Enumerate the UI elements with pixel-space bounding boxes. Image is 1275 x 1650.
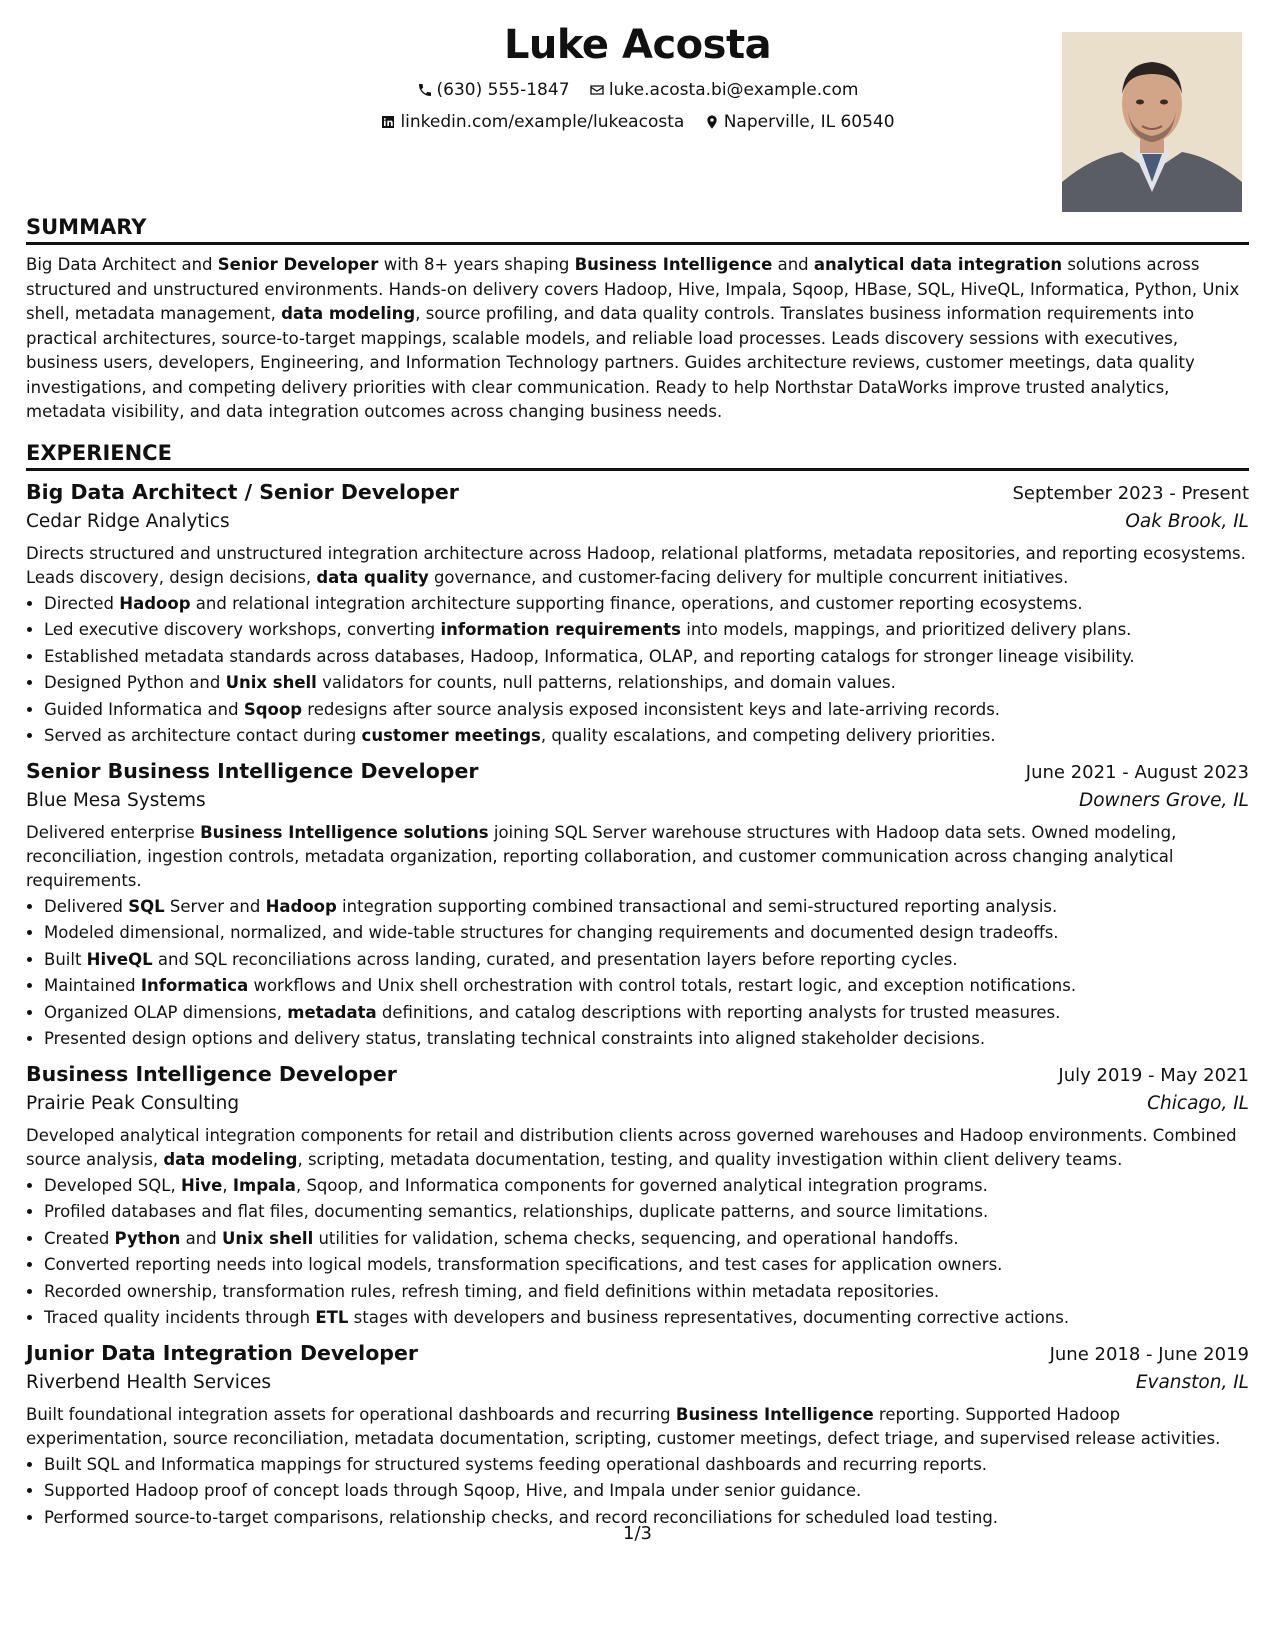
text-run: , scripting, metadata documentation, testing, and quality investigation within client delivery teams. xyxy=(297,1149,1123,1169)
job-header xyxy=(26,1062,1249,1086)
bold-text: Business Intelligence solutions xyxy=(200,822,489,842)
text-run: Built xyxy=(44,949,87,969)
bold-text: data modeling xyxy=(163,1149,298,1169)
text-run: Performed source-to-target comparisons, relationship checks, and record reconciliations for scheduled load testing. xyxy=(44,1507,999,1527)
text-run: into models, mappings, and prioritized delivery plans. xyxy=(680,620,1132,639)
text-run: and xyxy=(180,1228,222,1248)
job-dates: June 2018 - June 2019 xyxy=(1049,1343,1249,1365)
bold-text: data quality xyxy=(316,567,429,587)
bullet-item xyxy=(44,920,1249,947)
bold-text: customer meetings xyxy=(361,726,541,745)
experience-list xyxy=(26,480,1249,1532)
bold-text: Senior Developer xyxy=(217,255,379,274)
text-run: Directs structured and unstructured integration architecture across Hadoop, relational platforms, metadata repositories, and reporting ecosystems. Leads discovery, design decisions, xyxy=(26,543,1246,587)
bold-text: Informatica xyxy=(140,976,249,995)
text-run: and SQL reconciliations across landing, curated, and presentation layers before reporting cycles. xyxy=(152,949,958,969)
text-run: , source profiling, and data quality controls. Translates business information requirements into practical architectures, source-to-target mappings, scalable models, and reliable load processes. Leads discovery sessions with executives, business users, developers, Engineering, and Information Technology partners. Guides architecture reviews, customer meetings, data quality investigations, and competing delivery priorities with clear communication. Ready to help Northstar DataWorks improve trusted analytics, metadata visibility, and data integration outcomes across changing business needs. xyxy=(26,304,1195,421)
bullet-item xyxy=(44,1026,1249,1053)
text-run: utilities for validation, schema checks, sequencing, and operational handoffs. xyxy=(313,1228,959,1248)
text-run: with 8+ years shaping xyxy=(378,255,575,274)
job-subheader xyxy=(26,1372,1249,1393)
bullet-item xyxy=(44,1226,1249,1253)
text-run: Recorded ownership, transformation rules, refresh timing, and field definitions within metadata repositories. xyxy=(44,1281,940,1301)
text-run: reporting. Supported Hadoop experimentation, source reconciliation, metadata documentation, scripting, customer meetings, defect triage, and supervised release activities. xyxy=(26,1404,1221,1448)
linkedin-text: linkedin.com/example/lukeacosta xyxy=(400,112,685,132)
text-run: Traced quality incidents through xyxy=(44,1308,316,1327)
bullet-item xyxy=(44,1000,1249,1027)
bold-text: ETL xyxy=(315,1308,349,1327)
contact-email[interactable] xyxy=(589,80,859,100)
phone-icon xyxy=(417,82,433,98)
contact-linkedin[interactable] xyxy=(380,112,684,132)
text-run: stages with developers and business representatives, documenting corrective actions. xyxy=(348,1308,1070,1327)
text-run: Established metadata standards across databases, Hadoop, Informatica, OLAP, and reporting catalogs for stronger lineage visibility. xyxy=(44,646,1135,666)
job-dates: June 2021 - August 2023 xyxy=(1025,761,1249,783)
profile-photo xyxy=(1062,32,1242,212)
company-name: Blue Mesa Systems xyxy=(26,789,206,811)
job-entry xyxy=(26,759,1249,1053)
job-entry xyxy=(26,1341,1249,1532)
text-run: Developed analytical integration components for retail and distribution clients across governed warehouses and Hadoop environments. Combined source analysis, xyxy=(26,1125,1237,1169)
text-run: solutions across structured and unstructured environments. Hands-on delivery covers Hadoop, Hive, Impala, Sqoop, HBase, SQL, HiveQL, Informatica, Python, Unix shell, metadata management, xyxy=(26,255,1240,323)
bullet-item xyxy=(44,894,1249,921)
company-name: Cedar Ridge Analytics xyxy=(26,510,230,532)
bold-text: analytical data integration xyxy=(813,255,1063,274)
text-run: and relational integration architecture supporting finance, operations, and customer reporting ecosystems. xyxy=(190,593,1083,613)
job-bullets xyxy=(26,894,1249,1053)
job-location: Evanston, IL xyxy=(1135,1371,1249,1393)
text-run: Profiled databases and flat files, documenting semantics, relationships, duplicate patterns, and source limitations. xyxy=(44,1202,989,1221)
job-dates: July 2019 - May 2021 xyxy=(1058,1064,1249,1086)
text-run: , xyxy=(222,1175,233,1195)
text-run: and xyxy=(772,255,814,274)
bullet-item xyxy=(44,617,1249,644)
job-description xyxy=(26,821,1249,893)
job-bullets xyxy=(26,1173,1249,1332)
job-title: Big Data Architect / Senior Developer xyxy=(26,479,459,504)
bold-text: Hadoop xyxy=(265,896,337,916)
text-run: Server and xyxy=(164,896,266,916)
text-run: workflows and Unix shell orchestration with control totals, restart logic, and exception notifications. xyxy=(248,976,1077,995)
bullet-item xyxy=(44,973,1249,1000)
text-run: definitions, and catalog descriptions with reporting analysts for trusted measures. xyxy=(376,1002,1061,1022)
job-title: Senior Business Intelligence Developer xyxy=(26,758,479,783)
text-run: Modeled dimensional, normalized, and wide-table structures for changing requirements and documented design tradeoffs. xyxy=(44,923,1059,942)
text-run: Organized OLAP dimensions, xyxy=(44,1002,288,1022)
text-run: Created xyxy=(44,1228,115,1248)
text-run: Designed Python and xyxy=(44,673,226,692)
text-run: Directed xyxy=(44,593,120,613)
text-run: Built SQL and Informatica mappings for structured systems feeding operational dashboards and recurring reports. xyxy=(44,1454,988,1474)
job-description xyxy=(26,1403,1249,1451)
bold-text: Unix shell xyxy=(221,1228,314,1248)
text-run: Big Data Architect and xyxy=(26,255,218,274)
envelope-icon xyxy=(589,82,605,98)
job-description xyxy=(26,542,1249,590)
bullet-item xyxy=(44,1252,1249,1279)
text-run: Maintained xyxy=(44,976,141,995)
contact-location xyxy=(704,112,895,132)
bullet-item xyxy=(44,697,1249,724)
job-dates: September 2023 - Present xyxy=(1012,482,1249,504)
text-run: Delivered xyxy=(44,896,129,916)
candidate-name: Luke Acosta xyxy=(503,22,772,68)
bold-text: Business Intelligence xyxy=(675,1404,874,1424)
job-bullets xyxy=(26,591,1249,750)
job-location: Chicago, IL xyxy=(1147,1092,1249,1114)
text-run: Built foundational integration assets for operational dashboards and recurring xyxy=(26,1404,676,1424)
company-name: Riverbend Health Services xyxy=(26,1371,272,1393)
bold-text: Business Intelligence xyxy=(574,255,773,274)
bullet-item xyxy=(44,1173,1249,1200)
job-location: Downers Grove, IL xyxy=(1078,789,1249,811)
job-header xyxy=(26,759,1249,783)
text-run: Led executive discovery workshops, converting xyxy=(44,620,441,639)
job-header xyxy=(26,480,1249,504)
text-run: Delivered enterprise xyxy=(26,822,201,842)
bold-text: data modeling xyxy=(281,304,416,323)
bold-text: HiveQL xyxy=(86,949,153,969)
text-run: governance, and customer-facing delivery for multiple concurrent initiatives. xyxy=(428,567,1069,587)
bullet-item xyxy=(44,723,1249,750)
summary-text xyxy=(26,253,1249,425)
bullet-item xyxy=(44,591,1249,618)
text-run: Converted reporting needs into logical models, transformation specifications, and test cases for application owners. xyxy=(44,1255,1003,1274)
job-subheader xyxy=(26,511,1249,532)
text-run: Presented design options and delivery status, translating technical constraints into aligned stakeholder decisions. xyxy=(44,1029,986,1048)
bold-text: metadata xyxy=(287,1002,377,1022)
bold-text: Python xyxy=(114,1228,181,1248)
company-name: Prairie Peak Consulting xyxy=(26,1092,240,1114)
bold-text: Sqoop xyxy=(243,699,303,719)
email-text: luke.acosta.bi@example.com xyxy=(608,80,859,100)
text-run: validators for counts, null patterns, relationships, and domain values. xyxy=(316,673,896,692)
text-run: redesigns after source analysis exposed inconsistent keys and late-arriving records. xyxy=(302,699,1001,719)
bold-text: information requirements xyxy=(440,620,681,639)
text-run: joining SQL Server warehouse structures with Hadoop data sets. Owned modeling, reconciliation, ingestion controls, metadata organization, reporting collaboration, and customer communication across changing analytical requirements. xyxy=(26,822,1177,890)
bold-text: SQL xyxy=(128,896,165,916)
bold-text: Impala xyxy=(232,1175,296,1195)
job-subheader xyxy=(26,1093,1249,1114)
text-run: , Sqoop, and Informatica components for governed analytical integration programs. xyxy=(295,1175,988,1195)
bullet-item xyxy=(44,1199,1249,1226)
job-description xyxy=(26,1124,1249,1172)
bold-text: Unix shell xyxy=(225,673,317,692)
phone-text: (630) 555-1847 xyxy=(436,80,570,100)
bold-text: Hadoop xyxy=(119,593,191,613)
bullet-item xyxy=(44,947,1249,974)
bullet-item xyxy=(44,1305,1249,1332)
text-run: integration supporting combined transactional and semi-structured reporting analysis. xyxy=(336,896,1058,916)
bullet-item xyxy=(44,1452,1249,1479)
resume-header xyxy=(26,0,1249,215)
bullet-item xyxy=(44,1478,1249,1505)
job-title: Business Intelligence Developer xyxy=(26,1061,397,1086)
bold-text: Hive xyxy=(180,1175,223,1195)
text-run: Developed SQL, xyxy=(44,1175,181,1195)
job-location: Oak Brook, IL xyxy=(1125,510,1249,532)
text-run: Guided Informatica and xyxy=(44,699,244,719)
text-run: Served as architecture contact during xyxy=(44,726,362,745)
job-subheader xyxy=(26,790,1249,811)
map-pin-icon xyxy=(704,114,720,130)
bullet-item xyxy=(44,1279,1249,1306)
job-entry xyxy=(26,1062,1249,1332)
contact-phone xyxy=(417,80,570,100)
job-bullets xyxy=(26,1452,1249,1532)
summary-heading: SUMMARY xyxy=(26,215,1249,245)
job-entry xyxy=(26,480,1249,750)
job-title: Junior Data Integration Developer xyxy=(26,1340,418,1365)
text-run: , quality escalations, and competing delivery priorities. xyxy=(540,726,996,745)
resume-page xyxy=(26,0,1249,1531)
text-run: Supported Hadoop proof of concept loads through Sqoop, Hive, and Impala under senior guidance. xyxy=(44,1481,862,1500)
linkedin-icon xyxy=(380,114,396,130)
job-header xyxy=(26,1341,1249,1365)
location-text: Naperville, IL 60540 xyxy=(723,112,895,132)
bullet-item xyxy=(44,670,1249,697)
page-number: 1/3 xyxy=(623,1523,652,1544)
bullet-item xyxy=(44,644,1249,671)
experience-heading: EXPERIENCE xyxy=(26,441,1249,471)
